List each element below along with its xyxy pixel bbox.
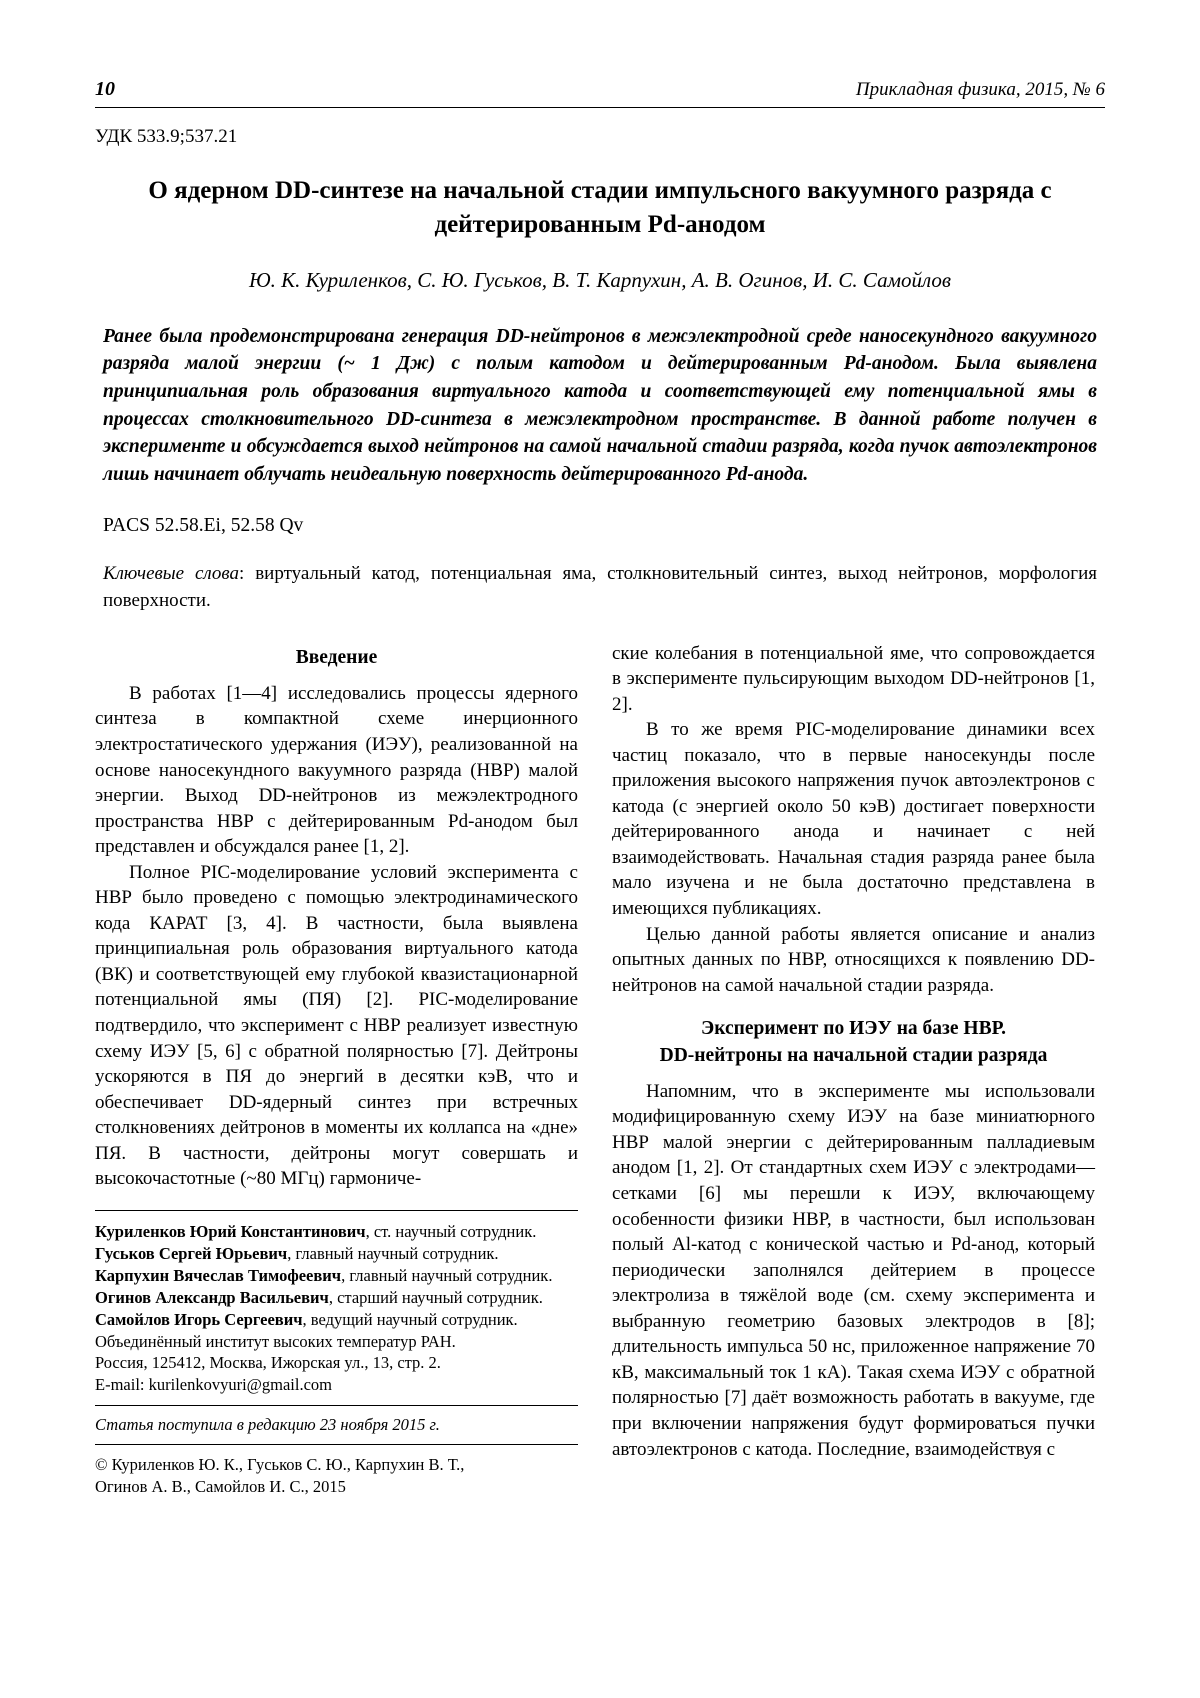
footnote-affiliation: Объединённый институт высоких температур РАН.: [95, 1331, 456, 1351]
footnote-author: [95, 1265, 578, 1287]
footnote-email[interactable]: E-mail: kurilenkovyuri@gmail.com: [95, 1375, 332, 1395]
section-heading-line: Эксперимент по ИЭУ на базе НВР.: [701, 1018, 1006, 1040]
footnote-author-role: , главный научный сотрудник.: [341, 1265, 553, 1285]
body-columns: [95, 641, 1105, 1499]
paragraph: В то же время PIC-моделирование динамики всех частиц показало, что в первые наносекунды после приложения высокого напряжения пучок автоэлектронов с катода (с энергией около 50 кэВ) достигает поверхности дейтерированного анода и начинает с ней взаимодействовать. Начальная стадия разряда ранее была мало изучена и не была достаточно представлена в имеющихся публикациях.: [612, 719, 1095, 920]
keywords-label: Ключевые слова: [103, 562, 240, 584]
section-heading-experiment: [612, 1016, 1095, 1069]
article-title: О ядерном DD-синтезе на начальной стадии импульсного вакуумного разряда с дейтерированным Pd-анодом: [148, 177, 1052, 238]
article-authors: Ю. К. Куриленков, С. Ю. Гуськов, В. Т. Карпухин, А. В. Огинов, И. С. Самойлов: [248, 267, 952, 292]
paragraph: Напомним, что в эксперименте мы использовали модифицированную схему ИЭУ на базе миниатюрного НВР малой энергии с дейтерированным палладиевым анодом [1, 2]. От стандартных схем ИЭУ с электродами—сетками [6] мы перешли к ИЭУ, включающему особенности физики НВР, в частности, был использован полый Al-катод с конической частью и Pd-анод, который периодически заполнялся дейтерием в процессе электролиза в тяжёлой воде (см. схему эксперимента и выбранную геометрию базовых электродов в [8]; длительность импульса 50 нс, приложенное напряжение 70 кВ, максимальный ток 1 кА). Такая схема ИЭУ с обратной полярностью [7] даёт возможность работать в вакууме, где при включении напряжения будут формироваться пучки автоэлектронов с катода. Последние, взаимодействуя с: [612, 1080, 1095, 1460]
pacs-codes: PACS 52.58.Ei, 52.58 Qv: [103, 514, 304, 536]
footnote-rule: [95, 1210, 578, 1211]
footnote-author: [95, 1243, 578, 1265]
footnote-author: [95, 1287, 578, 1309]
journal-reference: Прикладная физика, 2015, № 6: [855, 79, 1105, 100]
copyright-line: © Куриленков Ю. К., Гуськов С. Ю., Карпухин В. Т.,: [95, 1455, 465, 1475]
footnote-author-name: Самойлов Игорь Сергеевич: [95, 1309, 303, 1329]
footnote-author-role: , старший научный сотрудник.: [328, 1287, 543, 1307]
keywords: [103, 561, 1097, 615]
running-head: [95, 78, 1105, 107]
paragraph: Целью данной работы является описание и анализ опытных данных по НВР, относящихся к появлению DD-нейтронов на самой начальной стадии разряда.: [612, 923, 1095, 996]
received-date: Статья поступила в редакцию 23 ноября 2015 г.: [95, 1415, 440, 1435]
footnote-separator-2: [95, 1444, 578, 1445]
footnote-author-role: , ведущий научный сотрудник.: [302, 1309, 518, 1329]
footnote-authors: [95, 1221, 578, 1397]
right-column: [612, 641, 1095, 1499]
footnote-author-name: Огинов Александр Васильевич: [95, 1287, 329, 1307]
footnote-author-role: , главный научный сотрудник.: [287, 1243, 499, 1263]
paragraph: ские колебания в потенциальной яме, что сопровождается в эксперименте пульсирующим выходом DD-нейтронов [1, 2].: [612, 642, 1095, 715]
footnote-author-name: Куриленков Юрий Константинович: [95, 1221, 366, 1241]
section-heading-line: DD-нейтроны на начальной стадии разряда: [659, 1044, 1048, 1066]
header-rule: [95, 107, 1105, 108]
copyright-line: Огинов А. В., Самойлов И. С., 2015: [95, 1477, 346, 1497]
keywords-text: : виртуальный катод, потенциальная яма, столкновительный синтез, выход нейтронов, морфология поверхности.: [103, 562, 1097, 611]
udc-code: УДК 533.9;537.21: [95, 126, 238, 147]
page-number: 10: [95, 78, 115, 100]
copyright-notice: [95, 1454, 578, 1498]
footnote-author-name: Гуськов Сергей Юрьевич: [95, 1243, 288, 1263]
footnote-author-name: Карпухин Вячеслав Тимофеевич: [95, 1265, 342, 1285]
left-column: [95, 641, 578, 1499]
paragraph: В работах [1—4] исследовались процессы ядерного синтеза в компактной схеме инерционного электростатического удержания (ИЭУ), реализованной на основе наносекундного вакуумного разряда (НВР) малой энергии. Выход DD-нейтронов из межэлектродного пространства НВР с дейтерированным Pd-анодом был представлен и обсуждался ранее [1, 2].: [95, 682, 578, 858]
section-heading-introduction: Введение: [295, 646, 378, 668]
footnote-author: [95, 1309, 578, 1331]
footnote-author-role: , ст. научный сотрудник.: [365, 1221, 537, 1241]
footnote-address: Россия, 125412, Москва, Ижорская ул., 13, стр. 2.: [95, 1353, 441, 1373]
abstract: Ранее была продемонстрирована генерация DD-нейтронов в межэлектродной среде наносекундного вакуумного разряда малой энергии (~ 1 Дж) с полым катодом и дейтерированным Pd-анодом. Была выявлена принципиальная роль образования виртуального катода и соответствующей ему потенциальной ямы в процессах столкновительного DD-синтеза в межэлектродном пространстве. В данной работе получен в эксперименте и обсуждается выход нейтронов на самой начальной стадии разряда, когда пучок автоэлектронов лишь начинает облучать неидеальную поверхность дейтерированного Pd-анода.: [103, 325, 1097, 485]
footnote-separator-1: [95, 1405, 578, 1406]
paragraph: Полное PIC-моделирование условий эксперимента с НВР было проведено с помощью электродинамического кода КАРАТ [3, 4]. В частности, была выявлена принципиальная роль образования виртуального катода (ВК) и соответствующей ему глубокой квазистационарной потенциальной ямы (ПЯ) [2]. PIC-моделирование подтвердило, что эксперимент с НВР реализует известную схему ИЭУ [5, 6] с обратной полярностью [7]. Дейтроны ускоряются в ПЯ до энергий в десятки кэВ, что и обеспечивает DD-ядерный синтез при встречных столкновениях дейтронов в моменты их коллапса на «дне» ПЯ. В частности, дейтроны могут совершать и высокочастотные (~80 МГц) гармониче-: [95, 861, 578, 1190]
footnote-author: [95, 1221, 578, 1243]
